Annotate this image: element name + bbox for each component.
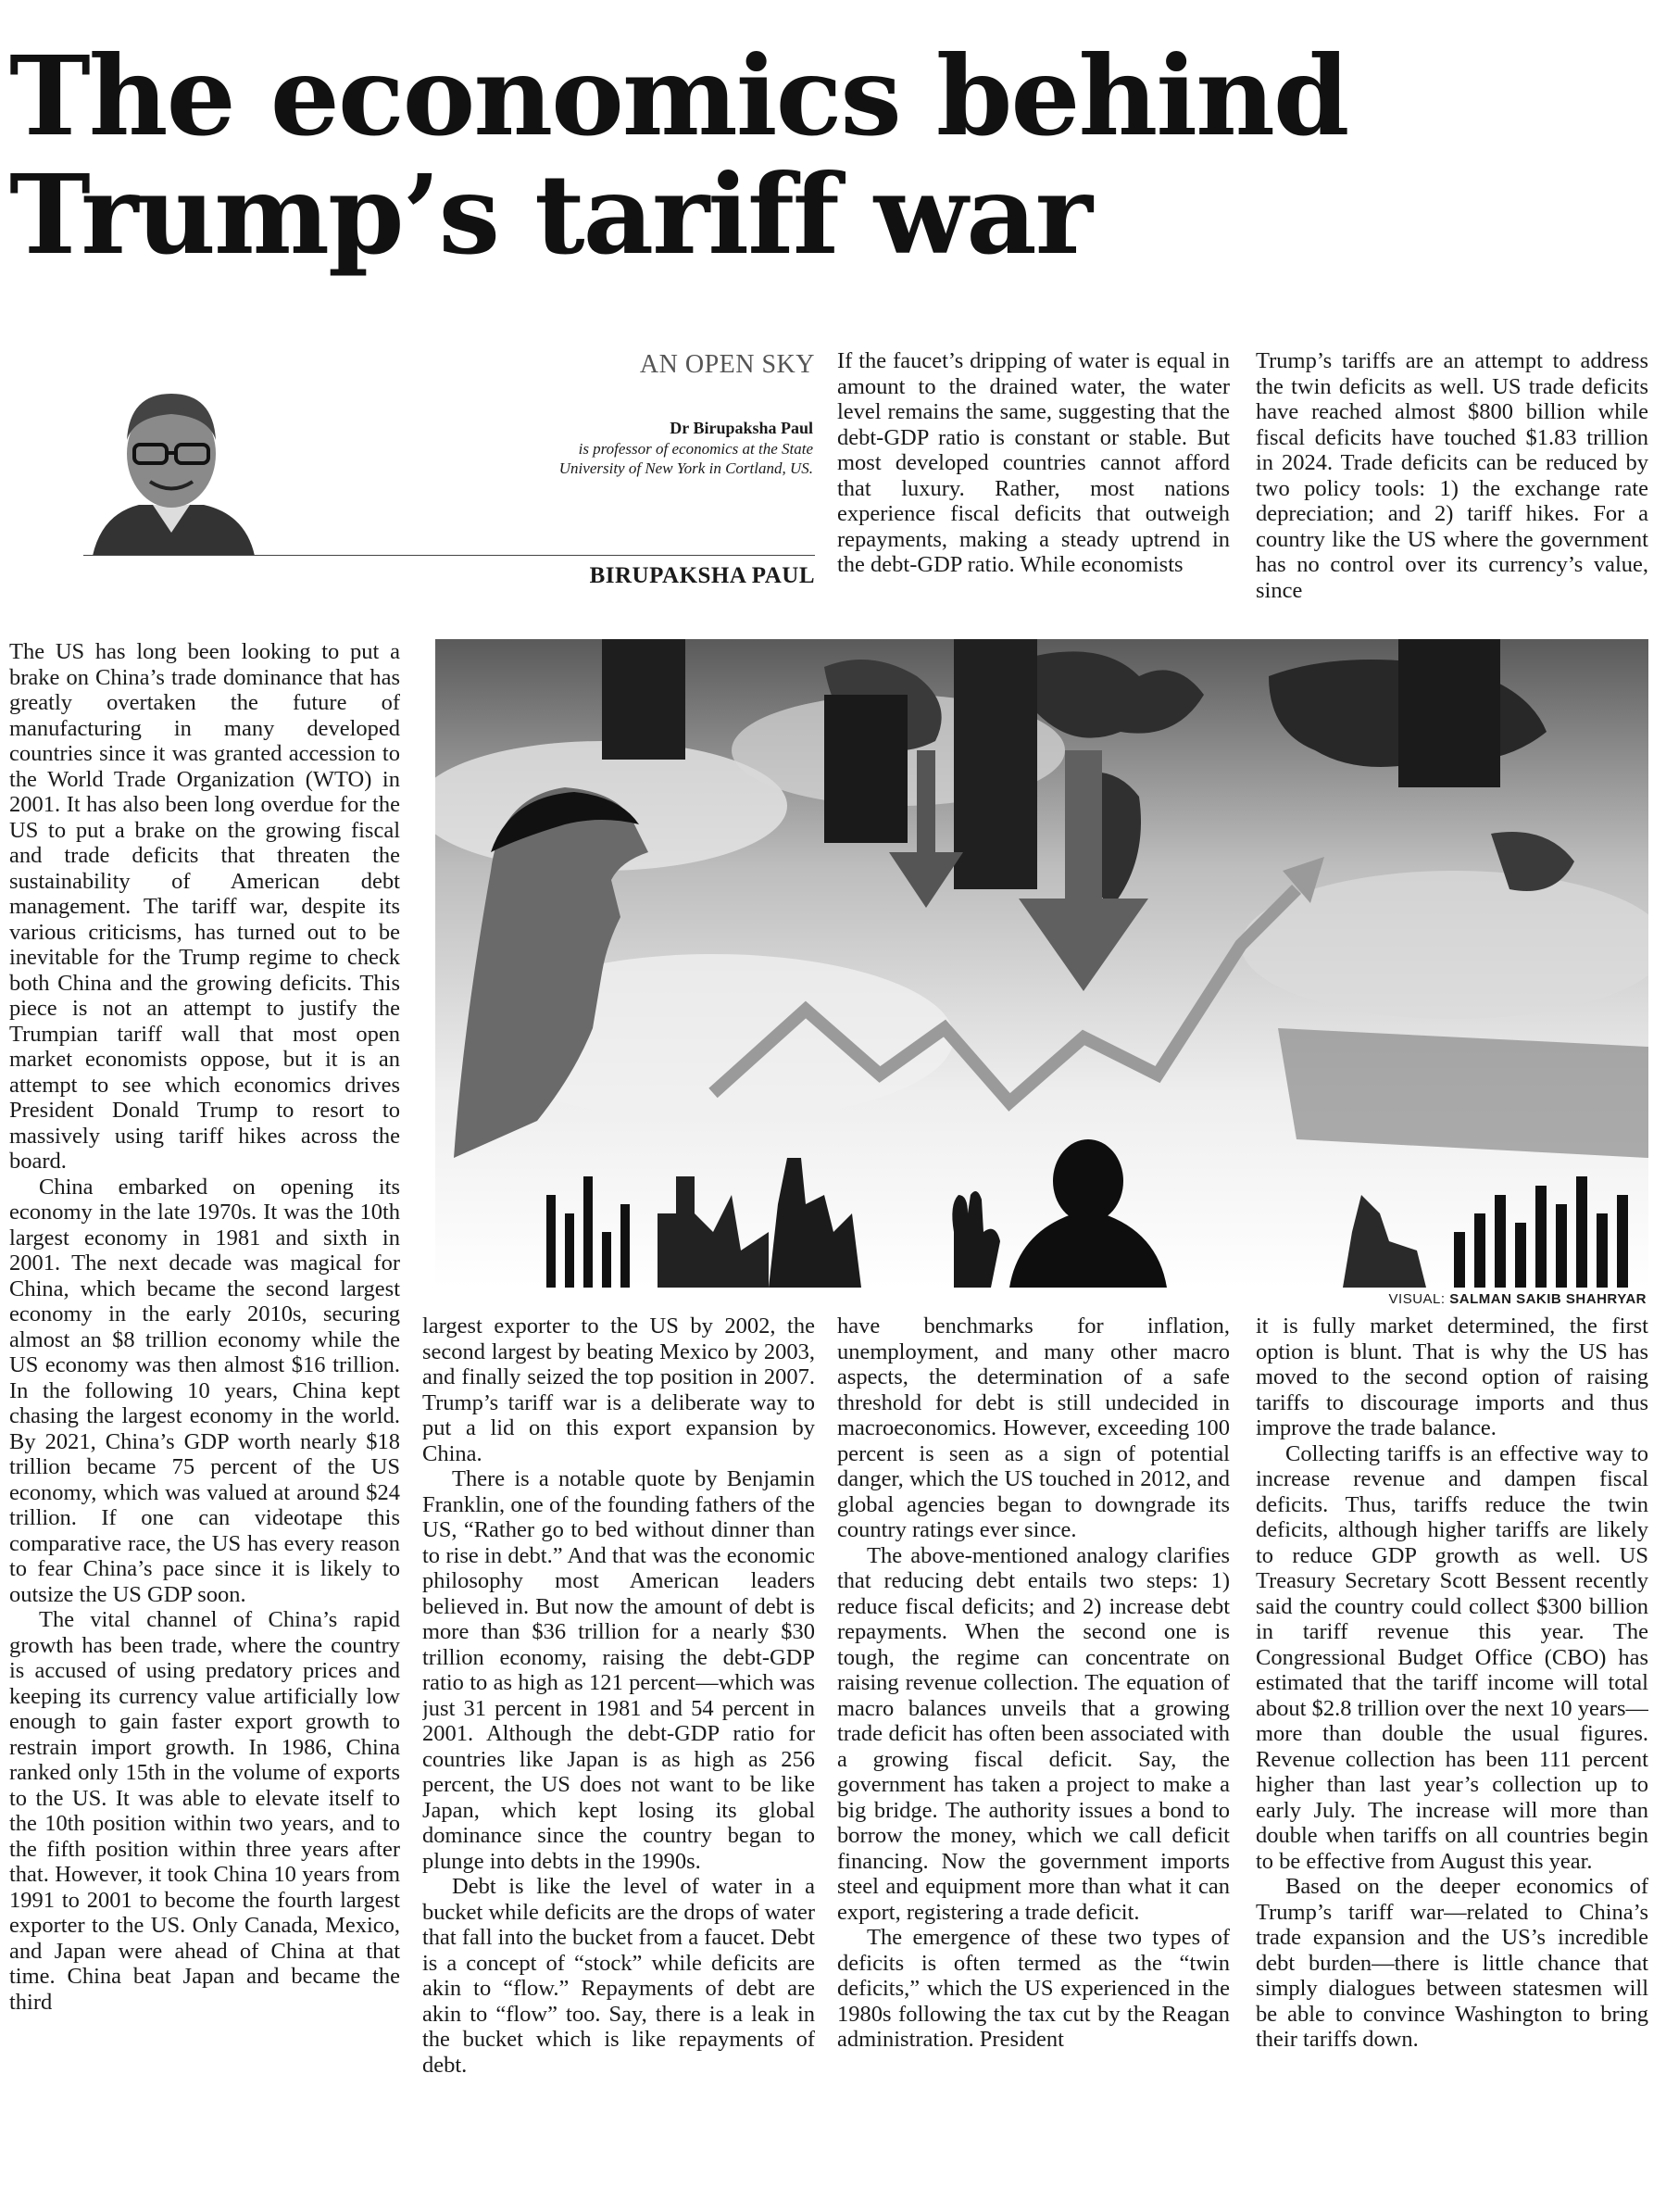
body-column-3-top	[837, 348, 1230, 617]
paragraph: it is fully market determined, the first option is blunt. That is why the US has moved to the second option of raising tariffs to discourage imports and thus improve the trade balance.	[1256, 1313, 1648, 1440]
body-column-3-bottom	[837, 1313, 1230, 2210]
paragraph: The US has long been looking to put a brake on China’s trade dominance that has greatly overtaken the future of manufacturing in many developed countries since it was granted accession to the World Trade Organization (WTO) in 2001. It has also been long overdue for the US to put a brake on the growing fiscal and trade deficits that threaten the sustainability of American debt management. The tariff war, despite its various criticisms, has turned out to be inevitable for the Trump regime to check both China and the growing deficits. This piece is not an attempt to justify the Trumpian tariff wall that most open market economists oppose, but it is an attempt to see which economics drives President Donald Trump to resort to massively using tariff hikes across the board.	[9, 639, 400, 1174]
column-kicker: AN OPEN SKY	[639, 350, 815, 379]
paragraph: The vital channel of China’s rapid growth has been trade, where the country is accused of using predatory prices and keeping its currency value artificially low enough to gain faster export growth to restrain import growth. In 1986, China ranked only 15th in the volume of exports to the US. It was able to elevate itself to the 10th position within two years, and to the fifth position within three years after that. However, it took China 10 years from 1991 to 2001 to become the fourth largest exporter to the US. Only Canada, Mexico, and Japan were ahead of China at that time. China beat Japan and became the third	[9, 1607, 400, 2015]
author-bio-line-2: University of New York in Cortland, US.	[558, 459, 813, 477]
paragraph: Collecting tariffs is an effective way to increase revenue and dampen fiscal deficits. Thus, tariffs reduce the twin deficits, although higher tariffs are likely to reduce GDP growth as well. US Treasury Secretary Scott Bessent recently said the country could collect $300 billion in tariff revenue this year. The Congressional Budget Office (CBO) has estimated that the tariff income will total about $2.8 trillion over the next 10 years—more than double the usual figures. Revenue collection has been 111 percent higher than last year’s collection up to early July. The increase will more than double when tariffs on all countries begin to be effective from August this year.	[1256, 1440, 1648, 1874]
author-bio-line-1: is professor of economics at the State	[578, 440, 813, 458]
body-column-2	[422, 1313, 815, 2210]
illustration	[435, 639, 1648, 1288]
visual-credit	[1204, 1291, 1647, 1307]
paragraph: largest exporter to the US by 2002, the second largest by beating Mexico by 2003, and finally seized the top position in 2007. Trump’s tariff war is a deliberate way to put a lid on this export expansion by China.	[422, 1313, 815, 1466]
byline: BIRUPAKSHA PAUL	[589, 563, 815, 588]
body-column-4-top	[1256, 348, 1648, 617]
headline	[9, 31, 1658, 279]
credit-name: SALMAN SAKIB SHAHRYAR	[1449, 1291, 1647, 1307]
author-name: Dr Birupaksha Paul	[670, 419, 813, 437]
author-portrait	[83, 366, 259, 556]
paragraph: Based on the deeper economics of Trump’s tariff war—related to China’s trade expansion and the US’s incredible debt burden—there is little chance that simply dialogues between statesmen will be able to convince Washington to bring their tariffs down.	[1256, 1874, 1648, 2052]
headline-line-1: The economics behind	[9, 31, 1348, 160]
author-bio	[463, 439, 813, 478]
body-column-4-bottom	[1256, 1313, 1648, 2210]
paragraph: Trump’s tariffs are an attempt to address the twin deficits as well. US trade deficits have reached almost $800 billion while fiscal deficits have touched $1.83 trillion in 2024. Trade deficits can be reduced by two policy tools: 1) the exchange rate depreciation; and 2) tariff hikes. For a country like the US where the government has no control over its currency’s value, since	[1256, 348, 1648, 603]
paragraph: The above-mentioned analogy clarifies that reducing debt entails two steps: 1) reduce fiscal deficits; and 2) increase debt repayments. When the second one is tough, the regime can concentrate on raising revenue collection. The equation of macro balances unveils that a growing trade deficit has often been associated with a growing fiscal deficit. Say, the government has taken a project to make a big bridge. The authority issues a bond to borrow the money, which we call deficit financing. Now the government imports steel and equipment more than what it can export, registering a trade deficit.	[837, 1542, 1230, 1925]
paragraph: Debt is like the level of water in a bucket while deficits are the drops of water that fall into the bucket from a faucet. Debt is a concept of “stock” while deficits are akin to “flow.” Repayments of debt are akin to “flow” too. Say, there is a leak in the bucket which is like repayments of debt.	[422, 1874, 815, 2078]
paragraph: If the faucet’s dripping of water is equal in amount to the drained water, the water level remains the same, suggesting that the debt-GDP ratio is constant or stable. But most developed countries cannot afford that luxury. Rather, most nations experience fiscal deficits that outweigh repayments, making a steady uptrend in the debt-GDP ratio. While economists	[837, 348, 1230, 577]
headline-line-2: Trump’s tariff war	[9, 150, 1091, 279]
credit-label: VISUAL:	[1388, 1291, 1446, 1307]
body-column-1	[9, 639, 400, 2209]
byline-divider	[83, 555, 815, 556]
paragraph: have benchmarks for inflation, unemployment, and many other macro aspects, the determination of a safe threshold for debt is still undecided in macroeconomics. However, exceeding 100 percent is seen as a sign of potential danger, which the US touched in 2012, and global agencies began to downgrade its country ratings ever since.	[837, 1313, 1230, 1542]
paragraph: China embarked on opening its economy in the late 1970s. It was the 10th largest economy in 1981 and sixth in 2001. The next decade was magical for China, which became the second largest economy in the early 2010s, securing almost an $8 trillion economy while the US economy was then almost $16 trillion. In the following 10 years, China kept chasing the largest economy in the world. By 2021, China’s GDP worth nearly $18 trillion became 75 percent of the US economy, which was valued at around $24 trillion. If one can videotape this comparative race, the US has every reason to fear China’s pace since it is likely to outsize the US GDP soon.	[9, 1174, 400, 1607]
paragraph: The emergence of these two types of deficits is often termed as the “twin deficits,” which the US experienced in the 1980s following the tax cut by the Reagan administration. President	[837, 1925, 1230, 2052]
paragraph: There is a notable quote by Benjamin Franklin, one of the founding fathers of the US, “Rather go to bed without dinner than to rise in debt.” And that was the economic philosophy most American leaders believed in. But now the amount of debt is more than $36 trillion for a nearly $30 trillion economy, raising the debt-GDP ratio to as high as 121 percent—which was just 31 percent in 1981 and 54 percent in 2001. Although the debt-GDP ratio for countries like Japan is as high as 256 percent, the US does not want to be like Japan, which kept losing its global dominance since the country began to plunge into debts in the 1990s.	[422, 1466, 815, 1874]
